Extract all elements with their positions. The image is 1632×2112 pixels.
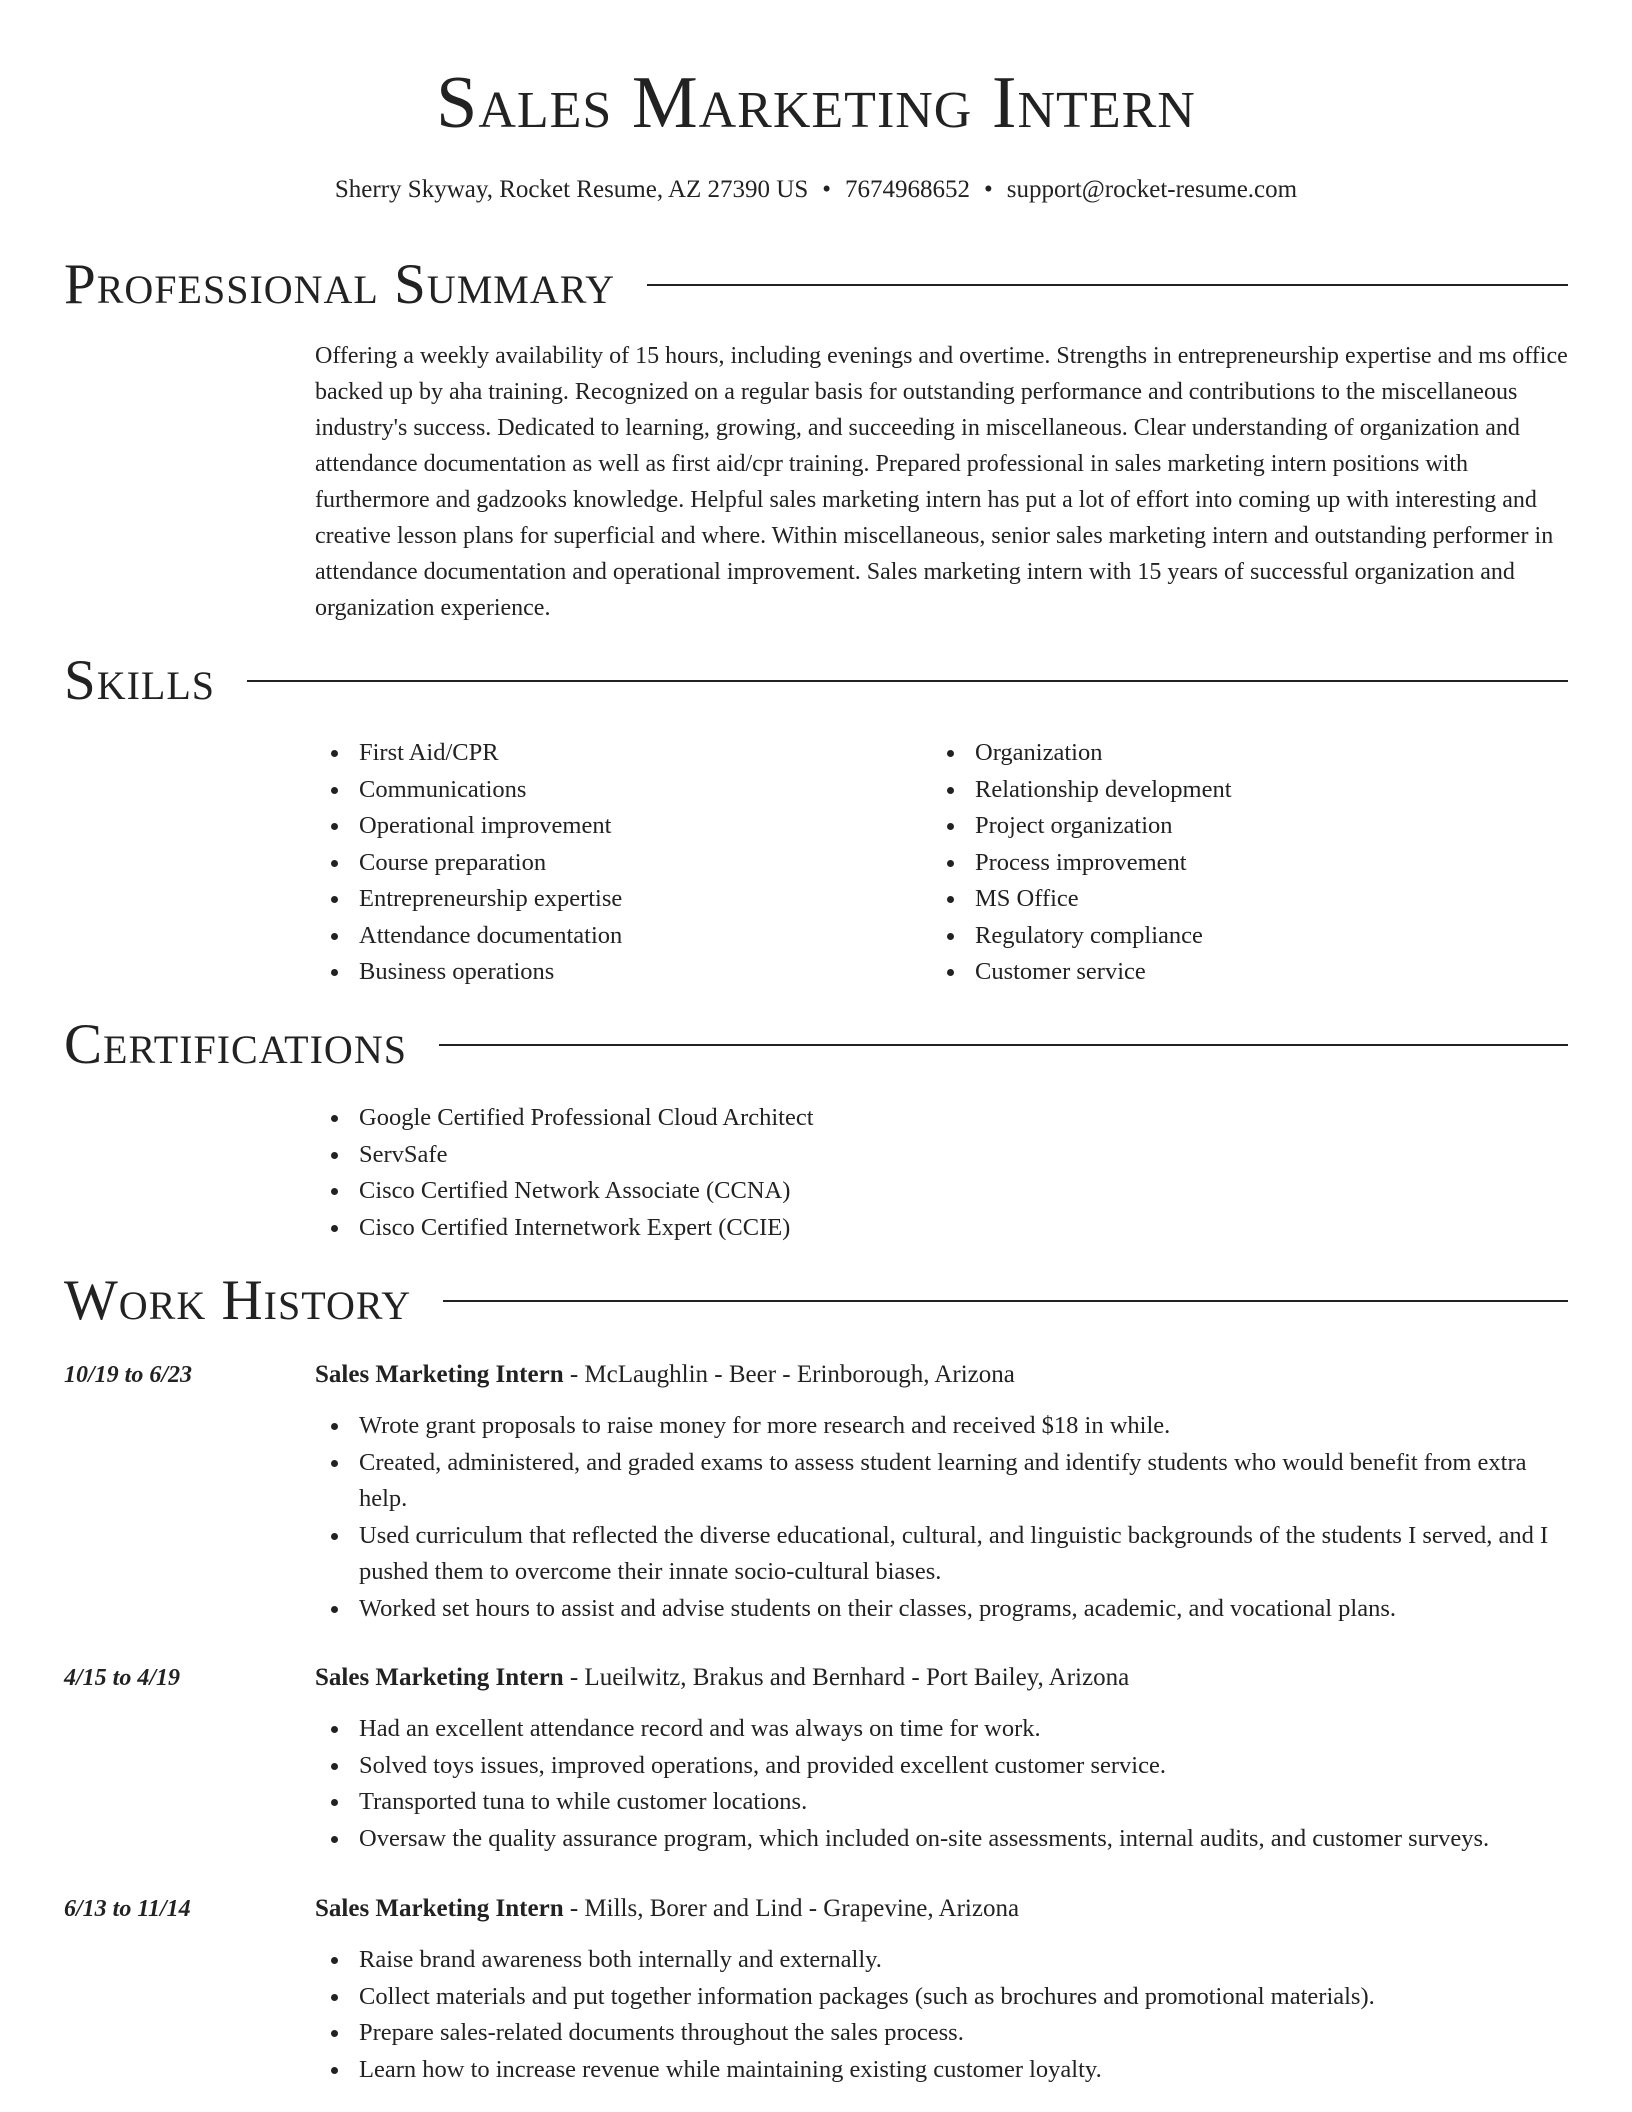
job-bullets [315,1942,1575,2088]
job-dates: 4/15 to 4/19 [64,1665,181,1691]
section-header-work-history [64,1266,1568,1336]
job-dates: 10/19 to 6/23 [64,1362,193,1388]
job-title: Sales Marketing Intern [315,1895,564,1922]
list-item: Prepare sales-related documents throughout the sales process. [315,2015,1575,2052]
section-divider [647,284,1568,286]
list-item: Solved toys issues, improved operations, and provided excellent customer service. [315,1748,1575,1785]
section-header-skills [64,646,1568,716]
contact-phone: 7674968652 [845,176,971,203]
list-item: Process improvement [931,845,1531,882]
job-bullets [315,1711,1575,1857]
section-title: Professional Summary [64,253,616,316]
section-header-summary [64,250,1568,320]
list-item: Oversaw the quality assurance program, which included on-site assessments, internal audits, and customer surveys. [315,1821,1575,1858]
section-header-certifications [64,1010,1568,1080]
list-item: Operational improvement [315,808,915,845]
contact-email: support@rocket-resume.com [1006,176,1298,203]
list-item: Wrote grant proposals to raise money for more research and received $18 in while. [315,1408,1575,1445]
candidate-name: Sales Marketing Intern [436,62,1196,144]
section-title: Work History [64,1269,412,1332]
list-item: Relationship development [931,772,1531,809]
section-title: Skills [64,649,216,712]
list-item: Course preparation [315,845,915,882]
job-bullets [315,1408,1575,1627]
list-item: ServSafe [315,1137,1515,1174]
list-item: Customer service [931,954,1531,991]
list-item: First Aid/CPR [315,735,915,772]
list-item: Organization [931,735,1531,772]
section-divider [247,680,1568,682]
list-item: Created, administered, and graded exams to assess student learning and identify students who would benefit from extra help. [315,1445,1575,1518]
skills-list-left [315,735,915,991]
skills-list-right [931,735,1531,991]
summary-text: Offering a weekly availability of 15 hours, including evenings and overtime. Strengths in entrepreneurship expertise and ms office backed up by aha training. Recognized on a regular basis for outstanding performance and contributions to the miscellaneous industry's success. Dedicated to learning, growing, and succeeding in miscellaneous. Clear understanding of organization and attendance documentation as well as first aid/cpr training. Prepared professional in sales marketing intern positions with furthermore and gadzooks knowledge. Helpful sales marketing intern has put a lot of effort into coming up with interesting and creative lesson plans for superficial and where. Within miscellaneous, senior sales marketing intern and outstanding performer in attendance documentation and operational improvement. Sales marketing intern with 15 years of successful organization and organization experience. [315,343,1568,621]
list-item: Entrepreneurship expertise [315,881,915,918]
contact-address: Sherry Skyway, Rocket Resume, AZ 27390 US [334,176,809,203]
job-employer: - Mills, Borer and Lind - Grapevine, Arizona [563,1895,1020,1922]
list-item: Had an excellent attendance record and was always on time for work. [315,1711,1575,1748]
section-divider [439,1044,1568,1046]
list-item: Used curriculum that reflected the diverse educational, cultural, and linguistic backgrounds of the students I served, and I pushed them to overcome their innate socio-cultural biases. [315,1518,1575,1591]
list-item: Regulatory compliance [931,918,1531,955]
list-item: Project organization [931,808,1531,845]
list-item: MS Office [931,881,1531,918]
section-divider [443,1300,1568,1302]
job-employer: - McLaughlin - Beer - Erinborough, Arizona [563,1361,1015,1388]
job-employer: - Lueilwitz, Brakus and Bernhard - Port Bailey, Arizona [563,1664,1130,1691]
list-item: Cisco Certified Network Associate (CCNA) [315,1173,1515,1210]
job-heading [315,1891,1019,1927]
job-title: Sales Marketing Intern [315,1361,564,1388]
list-item: Business operations [315,954,915,991]
job-heading [315,1357,1015,1393]
contact-line [0,172,1632,208]
list-item: Communications [315,772,915,809]
list-item: Google Certified Professional Cloud Architect [315,1100,1515,1137]
list-item: Cisco Certified Internetwork Expert (CCIE) [315,1210,1515,1247]
list-item: Collect materials and put together information packages (such as brochures and promotional materials). [315,1979,1575,2016]
list-item: Raise brand awareness both internally and externally. [315,1942,1575,1979]
list-item: Worked set hours to assist and advise students on their classes, programs, academic, and vocational plans. [315,1591,1575,1628]
job-dates: 6/13 to 11/14 [64,1896,191,1922]
list-item: Attendance documentation [315,918,915,955]
contact-separator: • [822,176,832,203]
list-item: Learn how to increase revenue while maintaining existing customer loyalty. [315,2052,1575,2089]
contact-separator: • [984,176,993,203]
section-title: Certifications [64,1013,407,1076]
job-heading [315,1660,1129,1696]
certifications-list [315,1100,1515,1246]
job-title: Sales Marketing Intern [315,1664,564,1691]
list-item: Transported tuna to while customer locations. [315,1784,1575,1821]
